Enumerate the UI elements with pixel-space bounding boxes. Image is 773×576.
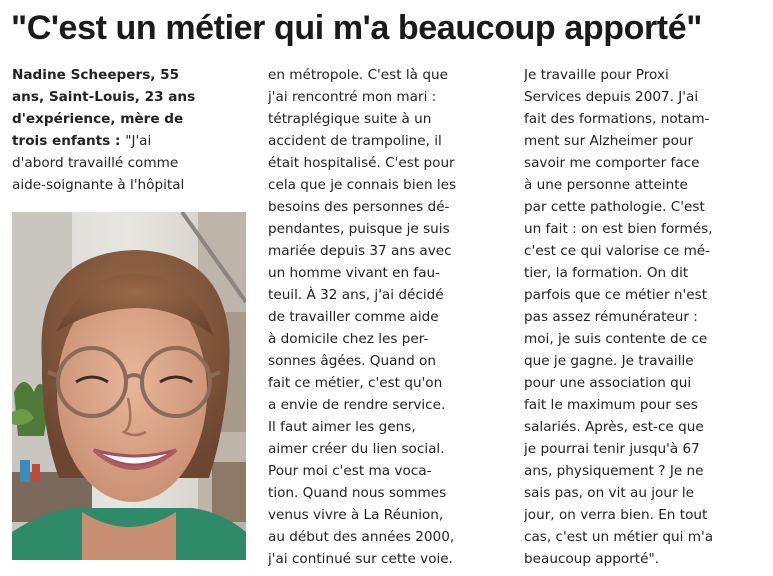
body-line: c'est ce qui valorise ce mé- <box>524 243 711 259</box>
body-line: au début des années 2000, <box>268 529 455 545</box>
body-line: fait ce métier, c'est qu'on <box>268 375 443 391</box>
body-line: salariés. Après, est-ce que <box>524 419 704 435</box>
body-line: accident de trampoline, il <box>268 133 442 149</box>
body-line: sais pas, on vit au jour le <box>524 485 695 501</box>
lead-line: ans, Saint-Louis, 23 ans <box>12 89 196 105</box>
body-line: pas assez rémunérateur : <box>524 309 698 325</box>
body-line: j'ai continué sur cette voie. <box>268 551 453 567</box>
lead-line-mixed <box>12 130 248 152</box>
body-line: savoir me comporter face <box>524 155 700 171</box>
body-line: par cette pathologie. C'est <box>524 199 705 215</box>
body-line: tétraplégique suite à un <box>268 111 432 127</box>
body-line: je pourrai tenir jusqu'à 67 <box>524 441 700 457</box>
quote-start: "J'ai <box>125 133 152 149</box>
body-line: ment sur Alzheimer pour <box>524 133 694 149</box>
body-line: venus vivre à La Réunion, <box>268 507 444 523</box>
body-line: beaucoup apporté". <box>524 551 660 567</box>
body-line: Services depuis 2007. J'ai <box>524 89 699 105</box>
portrait-photo <box>12 212 246 560</box>
article-column-3 <box>524 64 764 570</box>
body-line: jour, on verra bien. En tout <box>524 507 708 523</box>
body-line: j'ai rencontré mon mari : <box>268 89 437 105</box>
body-line: aimer créer du lien social. <box>268 441 445 457</box>
body-line: a envie de rendre service. <box>268 397 446 413</box>
body-line: en métropole. C'est là que <box>268 67 448 83</box>
body-line: à une personne atteinte <box>524 177 688 193</box>
body-line: ans, physiquement ? Je ne <box>524 463 704 479</box>
body-line: Pour moi c'est ma voca- <box>268 463 432 479</box>
body-line: d'abord travaillé comme <box>12 155 179 171</box>
body-line: Il faut aimer les gens, <box>268 419 416 435</box>
article-headline: "C'est un métier qui m'a beaucoup apporté" <box>11 9 702 47</box>
body-line: sonnes âgées. Quand on <box>268 353 436 369</box>
body-line: était hospitalisé. C'est pour <box>268 155 455 171</box>
body-line: cela que je connais bien les <box>268 177 457 193</box>
body-line: un homme vivant en fau- <box>268 265 441 281</box>
body-line: tier, la formation. On dit <box>524 265 689 281</box>
lead-line: d'expérience, mère de <box>12 111 184 127</box>
body-line: de travailler comme aide <box>268 309 439 325</box>
body-line: aide-soignante à l'hôpital <box>12 177 185 193</box>
body-line: pendantes, puisque je suis <box>268 221 450 237</box>
body-line: un fait : on est bien formés, <box>524 221 713 237</box>
lead-line: Nadine Scheepers, 55 <box>12 67 180 83</box>
body-line: parfois que ce métier n'est <box>524 287 708 303</box>
body-line: fait le maximum pour ses <box>524 397 698 413</box>
body-line: que je gagne. Je travaille <box>524 353 694 369</box>
body-line: tion. Quand nous sommes <box>268 485 447 501</box>
body-line: moi, je suis contente de ce <box>524 331 708 347</box>
body-line: cas, c'est un métier qui m'a <box>524 529 714 545</box>
body-line: pour une association qui <box>524 375 692 391</box>
body-line: teuil. À 32 ans, j'ai décidé <box>268 287 444 303</box>
body-line: mariée depuis 37 ans avec <box>268 243 452 259</box>
body-line: Je travaille pour Proxi <box>524 67 669 83</box>
article-column-1 <box>12 64 248 196</box>
lead-line: trois enfants : <box>12 133 126 149</box>
body-line: besoins des personnes dé- <box>268 199 450 215</box>
article-column-2 <box>268 64 506 570</box>
body-line: à domicile chez les per- <box>268 331 429 347</box>
body-line: fait des formations, notam- <box>524 111 710 127</box>
